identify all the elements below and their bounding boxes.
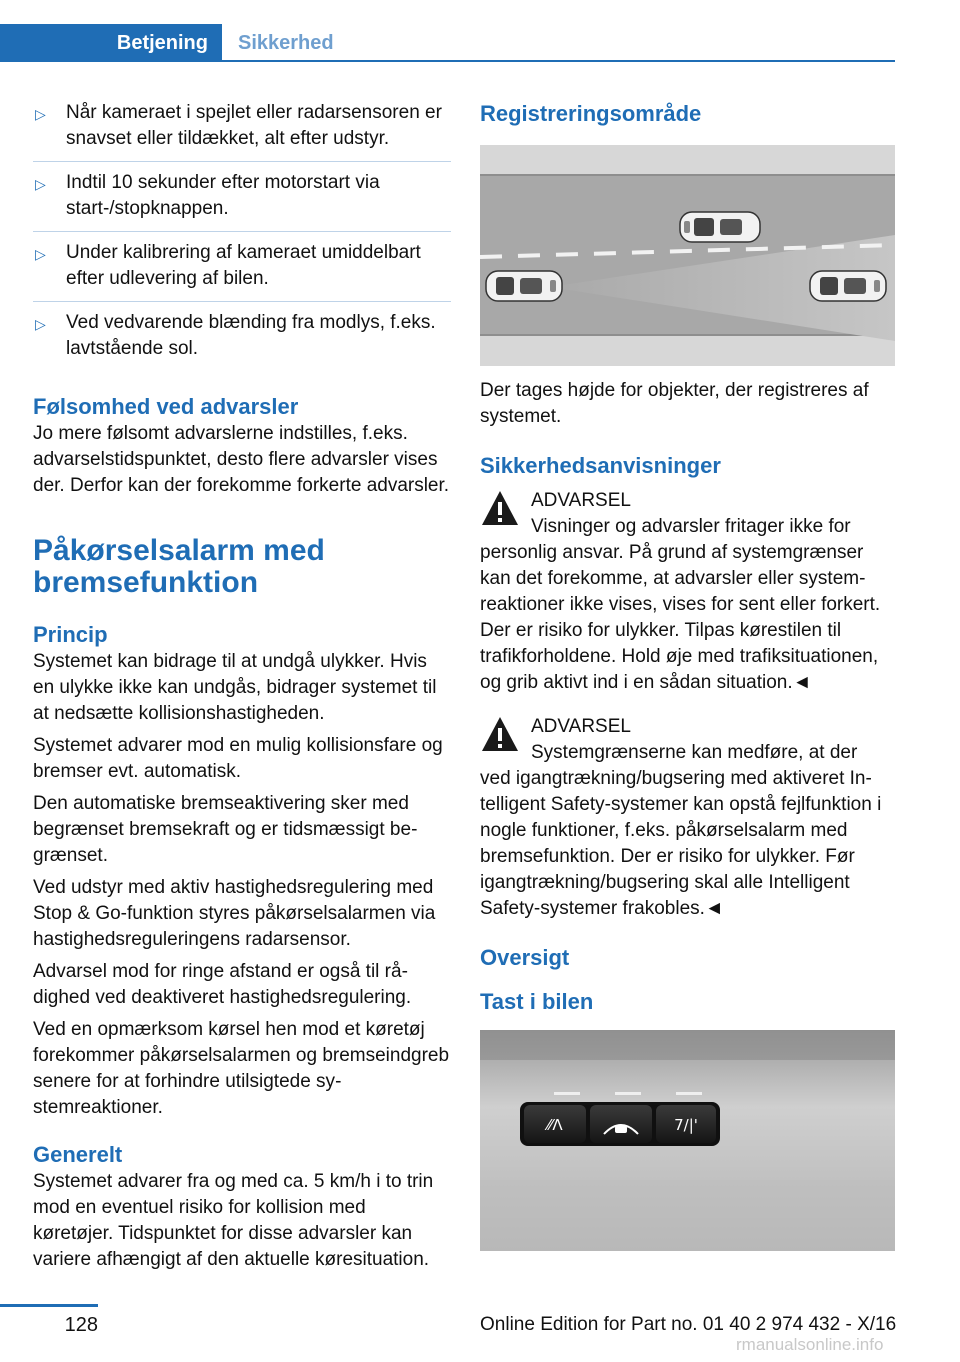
page-number: 128 (64, 1314, 98, 1336)
paragraph: Systemet kan bidrage til at undgå ulykker. Hvis en ulykke ikke kan undgås, bidrager systemet til at nedsætte kollisionshastigheden. (33, 651, 437, 724)
safety-heading: Sikkerhedsanvisninger (480, 453, 721, 478)
lane-departure-icon: ⁄⁄Λ (547, 1116, 563, 1134)
warning-title: ADVARSEL (531, 716, 631, 737)
header-rule (0, 60, 895, 62)
button-panel-photo (480, 1030, 895, 1251)
car-icon (810, 271, 886, 301)
conditions-list (33, 100, 451, 371)
speed-limit-button[interactable] (656, 1105, 716, 1143)
paragraph: Ved en opmærksom kørsel hen mod et køretøj forekommer påkørselsalarmen og bremseindgreb senere for at forhindre utilsigtede systemreaktioner. (33, 1019, 450, 1118)
watermark: rmanualsonline.info (736, 1335, 884, 1354)
sensitivity-text: Jo mere følsomt advarslerne indstilles, f.eks. advarselstidspunktet, desto flere advarsler vises der. Derfor kan der forekomme forkerte advarsler. (33, 423, 450, 496)
paragraph: Den automatiske bremseaktivering sker med begrænset bremsekraft og er tidsmæssigt begrænset. (33, 793, 418, 866)
collision-warning-button[interactable] (590, 1105, 652, 1143)
edition-text: Online Edition for Part no. 01 40 2 974 432 - X/16 (480, 1314, 897, 1335)
car-icon (486, 271, 562, 301)
general-heading: Generelt (33, 1142, 123, 1167)
list-item: ▷ Når kameraet i spejlet eller radarsensoren er snavset eller tildækket, alt efter udstyr. (33, 100, 451, 162)
overview-heading: Oversigt (480, 945, 570, 970)
indicator-light (615, 1092, 641, 1095)
principle-heading: Princip (33, 622, 108, 647)
header-tabbar (0, 24, 895, 62)
warning-triangle-icon (480, 488, 520, 528)
button-panel-svg (480, 1030, 895, 1251)
button-heading: Tast i bilen (480, 989, 594, 1014)
list-item: ▷ Indtil 10 sekunder efter motorstart via start-/stopknappen. (33, 170, 451, 232)
detection-area-svg (480, 145, 895, 366)
right-column (480, 100, 895, 1251)
lane-departure-button[interactable] (524, 1105, 586, 1143)
warning-text: personlig ansvar. På grund af systemgrænser kan det forekomme, at advarsler eller systemreaktioner ikke vises, vises for sent eller forkert. Der er risiko for ulykker. Tilpas kørestilen til trafikforholdene. Hold øje med trafiksituationen, og grib aktivt ind i en sådan situation.◄ (480, 542, 881, 693)
warning-text-first: Systemgrænserne kan medføre, at der (531, 742, 858, 763)
main-heading (33, 535, 451, 599)
main-heading-line: Påkørselsalarm med (33, 534, 325, 567)
list-item: ▷ Ved vedvarende blænding fra modlys, f.eks. lavtstående sol. (35, 312, 436, 359)
left-column (33, 100, 451, 1273)
footer-rule (0, 1304, 98, 1307)
indicator-light (554, 1092, 580, 1095)
warning-block (480, 488, 895, 696)
tab-betjening[interactable]: Betjening (0, 24, 222, 62)
triangle-bullet-icon: ▷ (35, 316, 46, 332)
detection-heading: Registreringsområde (480, 101, 702, 126)
main-heading-line: bremsefunktion (33, 566, 259, 599)
triangle-bullet-icon: ▷ (35, 246, 46, 262)
triangle-bullet-icon: ▷ (35, 176, 46, 192)
general-text: Systemet advarer fra og med ca. 5 km/h i to trin mod en eventuel risiko for kollision med køretøjer. Tidspunktet for disse advarsler kan variere afhængigt af den aktuelle køresituation. (33, 1171, 434, 1270)
warning-title: ADVARSEL (531, 490, 631, 511)
list-item: ▷ Under kalibrering af kameraet umiddelbart efter udlevering af bilen. (33, 240, 451, 302)
speed-limit-icon: 7/|' (674, 1116, 698, 1134)
warning-text: ved igangtrækning/bugsering med aktiveret Intelligent Safety-systemer kan opstå fejlfunktion i nogle funktioner, f.eks. påkørselsalarm med bremsefunktion. Der er risiko for ulykker. Før igangtrækning/bugsering skal alle Intelligent Safety-systemer frakobles.◄ (480, 768, 882, 919)
paragraph: Systemet advarer mod en mulig kollisionsfare og bremser evt. automatisk. (33, 735, 443, 782)
detection-area-illustration (480, 145, 895, 366)
indicator-light (676, 1092, 702, 1095)
car-icon (680, 212, 760, 242)
sensitivity-heading: Følsomhed ved advarsler (33, 394, 299, 419)
tab-sikkerhed[interactable]: Sikkerhed (238, 32, 334, 54)
paragraph: Advarsel mod for ringe afstand er også til rådighed ved deaktiveret hastighedsregulering. (33, 961, 412, 1008)
detection-caption: Der tages højde for objekter, der registreres af systemet. (480, 380, 869, 427)
warning-triangle-icon (480, 714, 520, 754)
triangle-bullet-icon: ▷ (35, 106, 46, 122)
warning-text-first: Visninger og advarsler fritager ikke for (531, 516, 851, 537)
paragraph: Ved udstyr med aktiv hastighedsregulering med Stop & Go-funktion styres påkørselsalarmen via hastighedsreguleringens radarsensor. (33, 877, 436, 950)
warning-block (480, 714, 895, 922)
